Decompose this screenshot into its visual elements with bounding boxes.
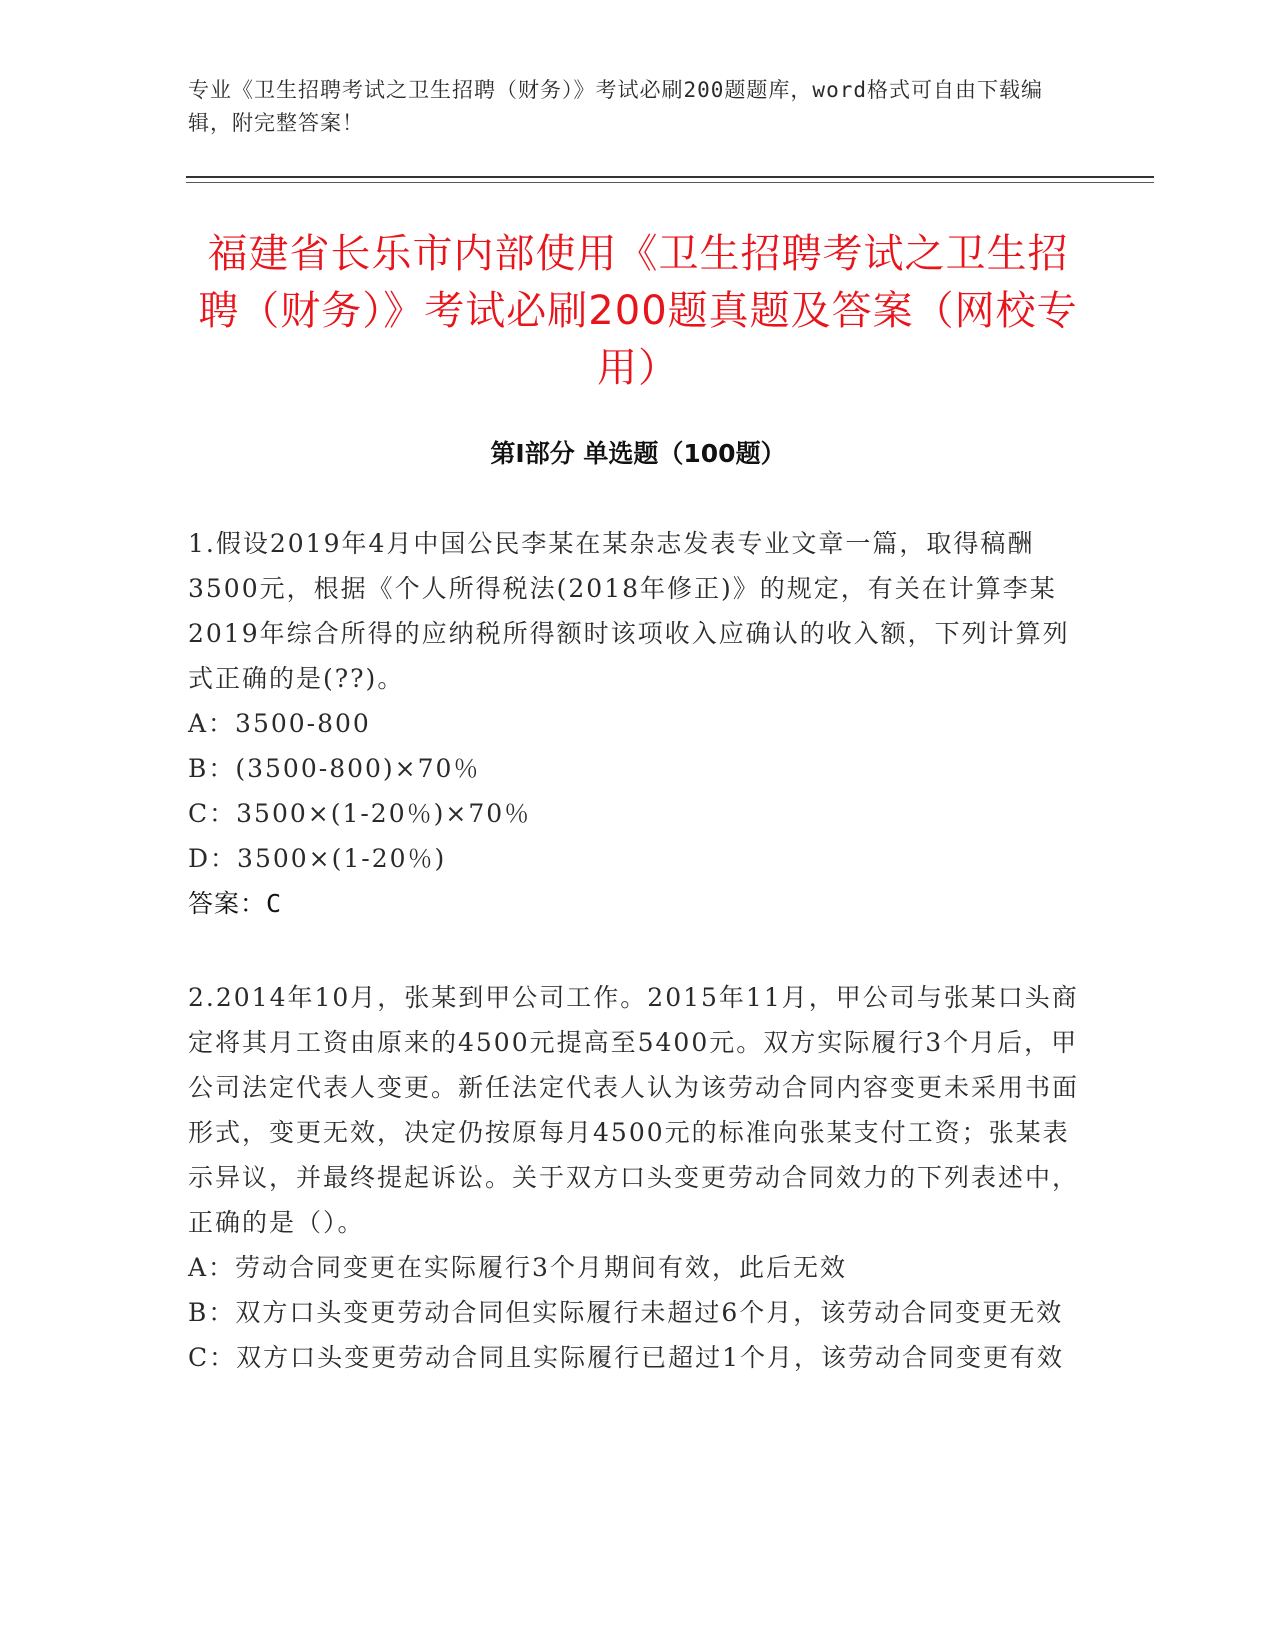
header-rule-thin [186,182,1154,183]
question-stem: 1.假设2019年4月中国公民李某在某杂志发表专业文章一篇，取得稿酬3500元，根据《个人所得税法(2018年修正)》的规定，有关在计算李某2019年综合所得的应纳税所得额时该项收入应确认的收入额，下列计算列式正确的是(??)。 [188,529,1070,693]
answer-label: 答案： [188,889,267,918]
answer-value: C [266,889,283,918]
option-a: A：3500-800 [188,709,371,738]
option-d: D：3500×(1-20％) [188,844,447,873]
option-a: A：劳动合同变更在实际履行3个月期间有效，此后无效 [188,1253,847,1282]
option-b: B：(3500-800)×70％ [188,754,481,783]
option-c: C：3500×(1-20％)×70％ [188,799,532,828]
option-b: B：双方口头变更劳动合同但实际履行未超过6个月，该劳动合同变更无效 [188,1298,1064,1327]
section-title: 第Ⅰ部分 单选题（100题） [490,439,786,468]
question-2 [188,975,1088,1380]
question-stem: 2.2014年10月，张某到甲公司工作。2015年11月，甲公司与张某口头商定将其月工资由原来的4500元提高至5400元。双方实际履行3个月后，甲公司法定代表人变更。新任法定代表人认为该劳动合同内容变更未采用书面形式，变更无效，决定仍按原每月4500元的标准向张某支付工资；张某表示异议，并最终提起诉讼。关于双方口头变更劳动合同效力的下列表述中，正确的是（）。 [188,983,1080,1237]
header-note: 专业《卫生招聘考试之卫生招聘（财务）》考试必刷200题题库，word格式可自由下载编辑，附完整答案！ [188,78,1043,135]
answer-line [188,881,1088,926]
question-1 [188,521,1088,926]
document-title: 福建省长乐市内部使用《卫生招聘考试之卫生招聘（财务）》考试必刷200题真题及答案（网校专用） [198,231,1078,391]
header-rule-thick [186,176,1154,178]
option-c: C：双方口头变更劳动合同且实际履行已超过1个月，该劳动合同变更有效 [188,1343,1065,1372]
